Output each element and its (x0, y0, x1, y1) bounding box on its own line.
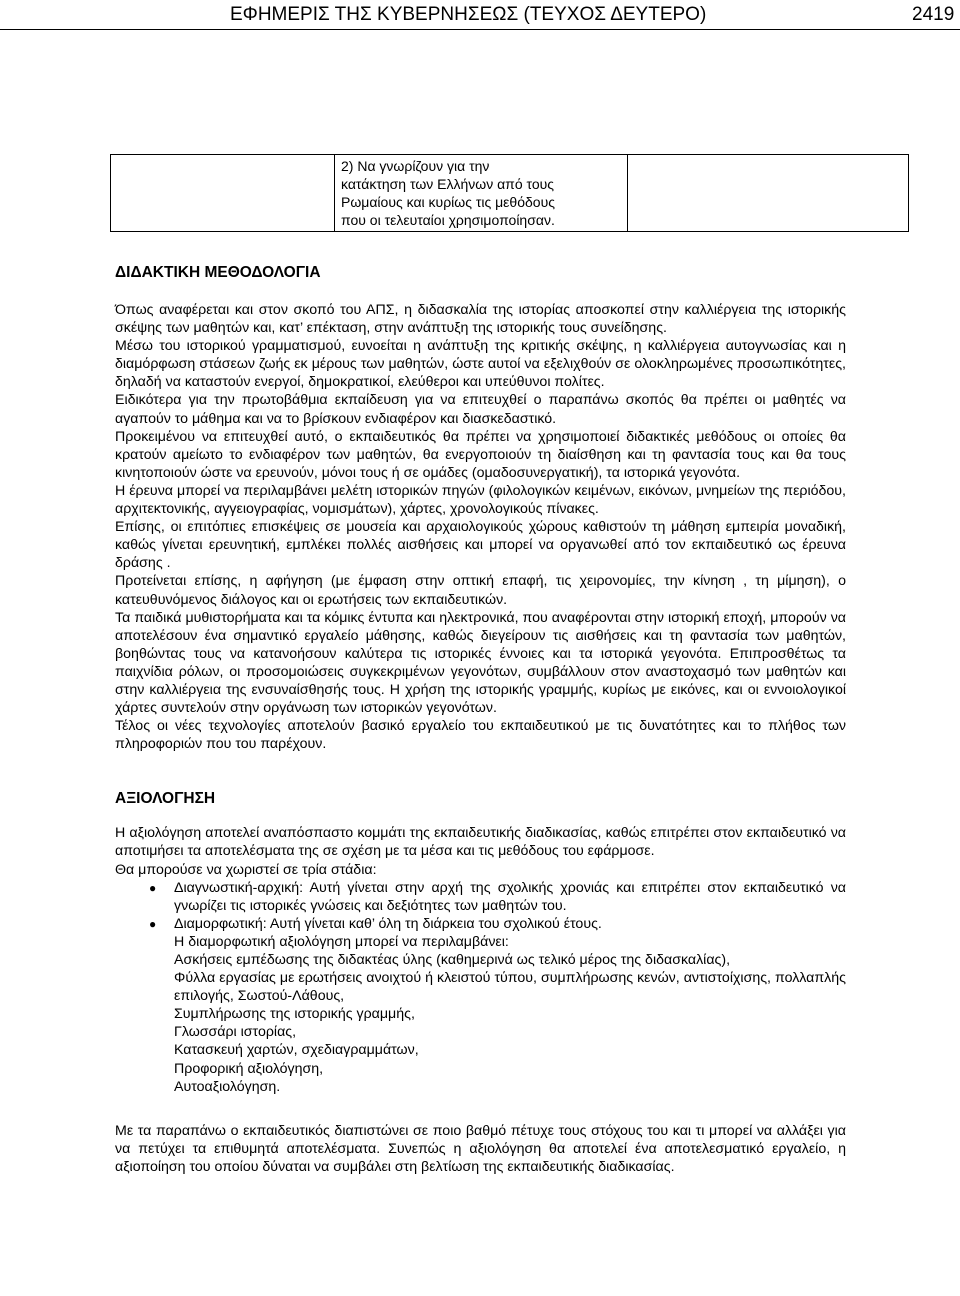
stage-line: Διαμορφωτική: Αυτή γίνεται καθ’ όλη τη διάρκεια του σχολικού έτους. (174, 915, 602, 932)
evaluation-heading: ΑΞΙΟΛΟΓΗΣΗ (115, 790, 216, 808)
spacer (115, 753, 846, 789)
methodology-paragraph: Προτείνεται επίσης, η αφήγηση (με έμφαση στην οπτική επαφή, τις χειρονομίες, την κίνηση , τη μίμηση), ο κατευθυνόμενος διάλογος και οι ερωτήσεις των εκπαιδευτικών. (115, 573, 846, 608)
methodology-paragraph: Επίσης, οι επιτόπιες επισκέψεις σε μουσεία και αρχαιολογικούς χώρους καθιστούν τη μάθηση εμπειρία μοναδική, καθώς γίνεται ερευνητική, εμπλέκει πολλές αισθήσεις και μπορεί να οργανωθεί από τον εκπαιδευτικό ως έρευνα δράσης . (115, 519, 846, 572)
list-item (115, 915, 846, 1096)
objective-line: Ρωμαίους και κυρίως τις μεθόδους (341, 194, 555, 210)
methodology-paragraph: Τα παιδικά μυθιστορήματα και τα κόμικς έντυπα και ηλεκτρονικά, που αναφέρονται στην ιστορική εποχή, μπορούν να αποτελέσουν ένα σημαντικό εργαλείο μάθησης, καθώς διεγείρουν τις αισθήσεις και τη φαντασία των μαθητών, βοηθώντας τους να κατανοήσουν καλύτερα τις ιστορικές έννοιες και τα ιστορικά γεγονότα. Επιπροσθέτως τα παιχνίδια ρόλων, οι προσομοιώσεις συγκεκριμένων γεγονότων, συμβάλλουν στον αναστοχασμό των μαθητών και στην καλλιέργεια της ενσυναίσθησής τους. Η χρήση της ιστορικής γραμμής, κυρίως με εικόνες, και οι εννοιολογικοί χάρτες συντελούν στην οργάνωση των ιστορικών γεγονότων. (115, 609, 846, 717)
stage-line: Γλωσσάρι ιστορίας, (174, 1024, 297, 1041)
methodology-paragraph: Η έρευνα μπορεί να περιλαμβάνει μελέτη ιστορικών πηγών (φιλολογικών κειμένων, εικόνων, μνημείων της περιόδου, αρχιτεκτονικής, αγγειογραφίας, νομισμάτων), χάρτες, χρονολογικούς πίνακες. (115, 482, 846, 518)
methodology-paragraph: Τέλος οι νέες τεχνολογίες αποτελούν βασικό εργαλείο του εκπαιδευτικού με τις δυνατότητες και το πλήθος των πληροφοριών που του παρέχουν. (115, 718, 846, 753)
stage-text (174, 915, 846, 1096)
spacer (115, 283, 846, 301)
header-rule (0, 29, 960, 30)
stage-line: Φύλλα εργασίας με ερωτήσεις ανοιχτού ή κλειστού τύπου, συμπλήρωσης κενών, αντιστοίχισης, πολλαπλής επιλογής, Σωστού-Λάθους, (174, 970, 846, 1005)
table-cell-middle (335, 155, 628, 231)
spacer (115, 809, 846, 824)
objective-line: 2) Να γνωρίζουν για την (341, 158, 490, 174)
objectives-table (110, 154, 909, 232)
bullet-icon: ● (149, 916, 157, 931)
list-item (115, 879, 846, 915)
objective-line: κατάκτηση των Ελλήνων από τους (341, 176, 555, 192)
methodology-paragraph: Όπως αναφέρεται και στον σκοπό του ΑΠΣ, η διδασκαλία της ιστορίας αποσκοπεί στην καλλιέργεια της ιστορικής σκέψης των μαθητών και, κατ’ επέκταση, στην ανάπτυξη της ιστορικής τους συνείδησης. (115, 302, 846, 337)
stage-line: Συμπλήρωσης της ιστορικής γραμμής, (174, 1006, 415, 1023)
evaluation-stages-list (115, 879, 846, 1096)
table-cell-left (111, 155, 335, 231)
objective-line: που οι τελευταίοι χρησιμοποίησαν. (341, 212, 555, 228)
stage-text: Διαγνωστική-αρχική: Αυτή γίνεται στην αρχή της σχολικής χρονιάς και επιτρέπει στον εκπαιδευτικό να γνωρίζει τις ιστορικές γνώσεις και δεξιότητες των μαθητών του. (174, 879, 846, 914)
stage-line: Ασκήσεις εμπέδωσης της διδακτέας ύλης (καθημερινά ως τελικό μέρος της διδασκαλίας), (174, 952, 731, 968)
methodology-paragraph: Ειδικότερα για την πρωτοβάθμια εκπαίδευση για να επιτευχθεί ο παραπάνω σκοπός θα πρέπει οι μαθητές να αγαπούν το μάθημα και να το βρίσκουν ενδιαφέρον και διασκεδαστικό. (115, 392, 846, 427)
objective-text (335, 155, 627, 229)
methodology-paragraph: Μέσω του ιστορικού γραμματισμού, ευνοείται η ανάπτυξη της κριτικής σκέψης, η καλλιέργεια αυτογνωσίας και η διαμόρφωση στάσεων ζωής εκ μέρους των μαθητών, ώστε αυτοί να εξελιχθούν σε ολοκληρωμένες προσωπικότητες, δηλαδή να καταστούν ενεργοί, δημοκρατικοί, ελεύθεροι και υπεύθυνοι πολίτες. (115, 338, 846, 391)
document-body (115, 263, 846, 1176)
evaluation-intro: Η αξιολόγηση αποτελεί αναπόσπαστο κομμάτι της εκπαιδευτικής διαδικασίας, καθώς επιτρέπει στον εκπαιδευτικό να αποτιμήσει τα αποτελέσματα της σε σχέση με τα μέσα και τις μεθόδους του εφάρμοσε. (115, 825, 846, 860)
table-cell-right (628, 155, 908, 231)
methodology-heading: ΔΙΔΑΚΤΙΚΗ ΜΕΘΟΔΟΛΟΓΙΑ (115, 264, 321, 281)
stage-line: Κατασκευή χαρτών, σχεδιαγραμμάτων, (174, 1042, 419, 1059)
bullet-icon: ● (149, 880, 157, 895)
publication-title: ΕΦΗΜΕΡΙΣ ΤΗΣ ΚΥΒΕΡΝΗΣΕΩΣ (ΤΕΥΧΟΣ ΔΕΥΤΕΡΟ) (230, 4, 707, 25)
spacer (115, 1096, 846, 1122)
stage-line: Η διαμορφωτική αξιολόγηση μπορεί να περιλαμβάνει: (174, 933, 509, 950)
methodology-paragraph: Προκειμένου να επιτευχθεί αυτό, ο εκπαιδευτικός θα πρέπει να χρησιμοποιεί διδακτικές μεθόδους οι οποίες θα κρατούν αμείωτο το ενδιαφέρον των μαθητών, θα ενεργοποιούν τη διαίσθηση και τη φαντασία τους και θα τους κινητοποιούν ώστε να ερευνούν, μόνοι τους ή σε ομάδες (ομαδοσυνεργατική), τα ιστορικά γεγονότα. (115, 428, 846, 481)
evaluation-closing: Με τα παραπάνω ο εκπαιδευτικός διαπιστώνει σε ποιο βαθμό πέτυχε τους στόχους του και τι μπορεί να αλλάξει για να πετύχει τα επιθυμητά αποτελέσματα. Συνεπώς η αξιολόγηση θα αποτελεί ένα αποτελεσματικό εργαλείο, η αξιοποίηση του οποίου δύναται να συμβάλει στη βελτίωση της εκπαιδευτικής διαδικασίας. (115, 1122, 846, 1175)
stages-intro: Θα μπορούσε να χωριστεί σε τρία στάδια: (115, 861, 377, 878)
stage-line: Αυτοαξιολόγηση. (174, 1078, 281, 1095)
page-number: 2419 (912, 4, 955, 25)
page-header (0, 0, 960, 30)
stage-line: Προφορική αξιολόγηση, (174, 1060, 324, 1077)
